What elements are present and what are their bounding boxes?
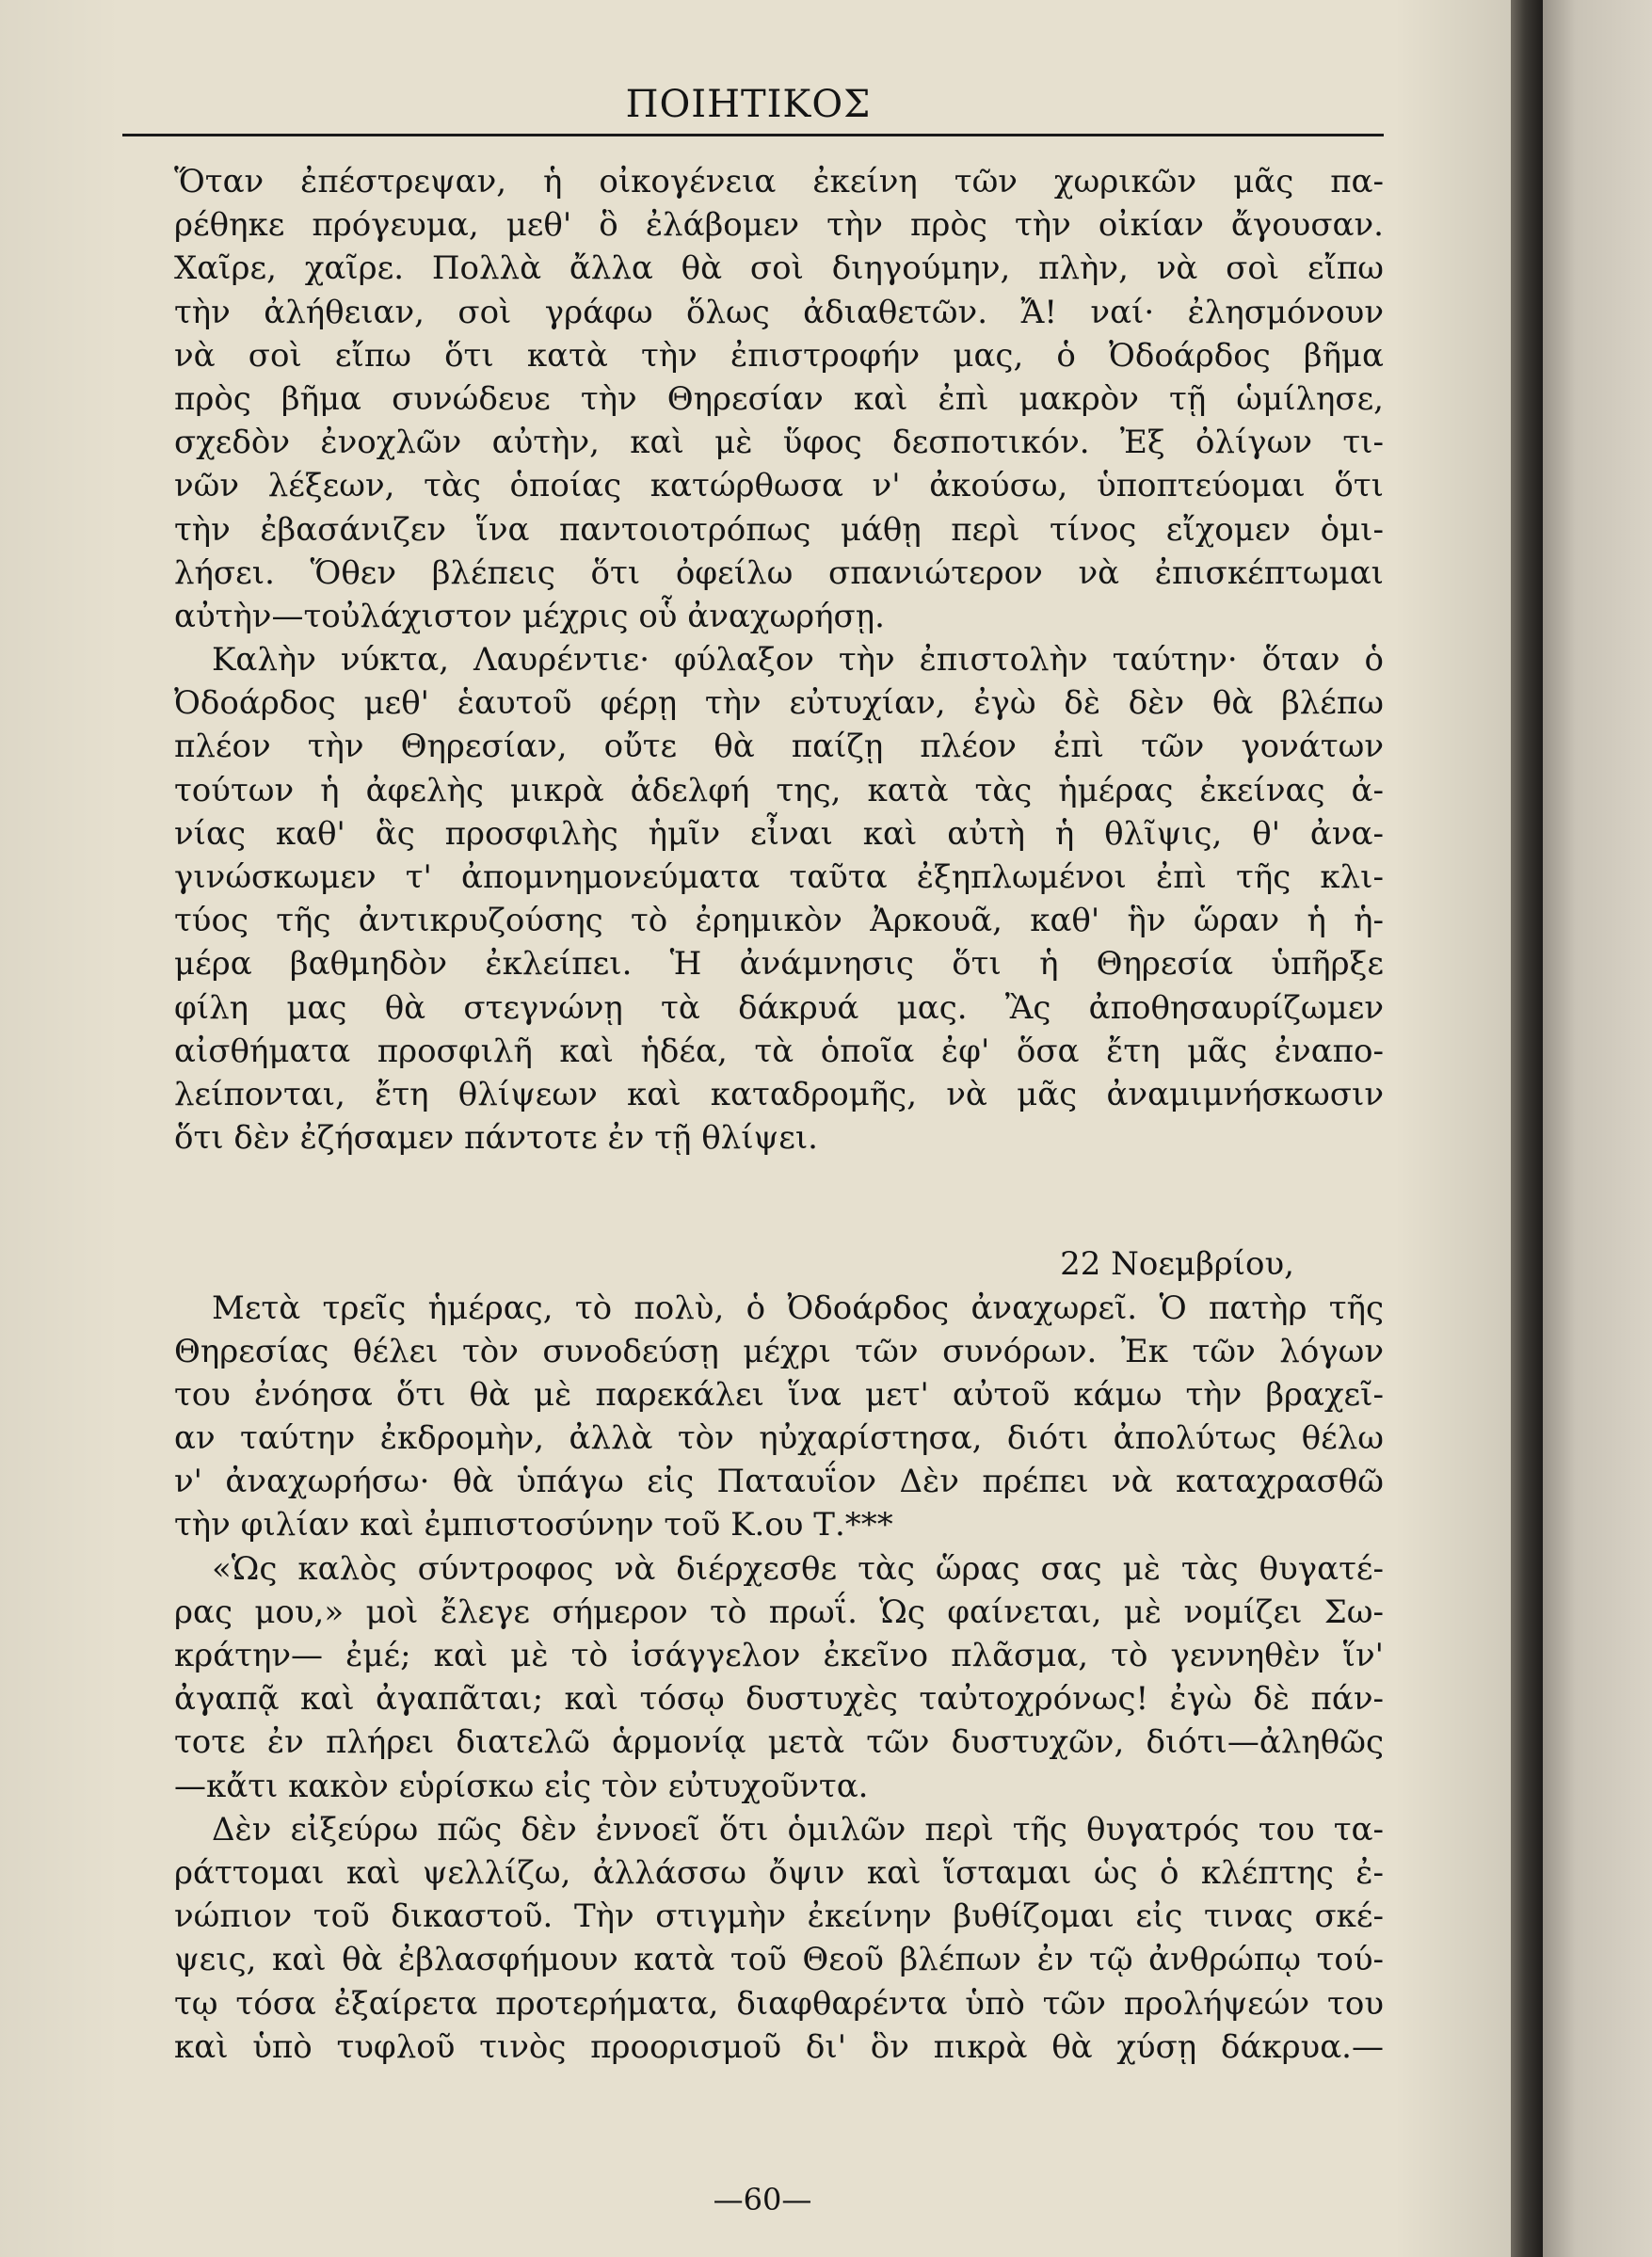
text-line: αἰσθήματα προσφιλῆ καὶ ἡδέα, τὰ ὁποῖα ἐφ' ὅσα ἔτη μᾶς ἐναπο- [174, 1032, 1384, 1070]
facing-page-edge [1543, 0, 1652, 2257]
text-line: τὴν ἐβασάνιζεν ἵνα παντοιοτρόπως μάθῃ περὶ τίνος εἴχομεν ὁμι- [174, 510, 1384, 549]
text-line: Μετὰ τρεῖς ἡμέρας, τὸ πολὺ, ὁ Ὀδοάρδος ἀναχωρεῖ. Ὁ πατὴρ τῆς [212, 1289, 1384, 1327]
text-line: ν' ἀναχωρήσω· θὰ ὑπάγω εἰς Παταυΐον Δὲν πρέπει νὰ καταχρασθῶ [174, 1463, 1384, 1501]
body-text [174, 160, 1384, 2069]
text-line: νώπιον τοῦ δικαστοῦ. Τὴν στιγμὴν ἐκείνην βυθίζομαι εἰς τινας σκέ- [174, 1897, 1384, 1936]
text-line: Θηρεσίας θέλει τὸν συνοδεύσῃ μέχρι τῶν συνόρων. Ἐκ τῶν λόγων [174, 1332, 1384, 1370]
book-gutter-shadow [1511, 0, 1543, 2257]
text-line: Καλὴν νύκτα, Λαυρέντιε· φύλαξον τὴν ἐπιστολὴν ταύτην· ὅταν ὁ [212, 641, 1384, 680]
text-line: μέρα βαθμηδὸν ἐκλείπει. Ἡ ἀνάμνησις ὅτι ἡ Θηρεσία ὑπῆρξε [174, 945, 1384, 984]
text-line: πρὸς βῆμα συνώδευε τὴν Θηρεσίαν καὶ ἐπὶ μακρὸν τῇ ὡμίλησε, [174, 379, 1384, 418]
text-line: «Ὡς καλὸς σύντροφος νὰ διέρχεσθε τὰς ὥρας σας μὲ τὰς θυγατέ- [212, 1549, 1384, 1588]
text-line: νῶν λέξεων, τὰς ὁποίας κατώρθωσα ν' ἀκούσω, ὑποπτεύομαι ὅτι [174, 467, 1384, 505]
text-line: νὰ σοὶ εἴπω ὅτι κατὰ τὴν ἐπιστροφήν μας, ὁ Ὀδοάρδος βῆμα [174, 336, 1384, 375]
text-line: τούτων ἡ ἀφελὴς μικρὰ ἀδελφή της, κατὰ τὰς ἡμέρας ἐκείνας ἀ- [174, 771, 1384, 809]
section-gap [174, 1160, 1384, 1242]
text-line: πλέον τὴν Θηρεσίαν, οὔτε θὰ παίζῃ πλέον ἐπὶ τῶν γονάτων [174, 728, 1384, 766]
text-line: ἀγαπᾷ καὶ ἀγαπᾶται; καὶ τόσῳ δυστυχὲς ταὐτοχρόνως! ἐγὼ δὲ πάν- [174, 1680, 1384, 1719]
text-line: γινώσκωμεν τ' ἀπομνημονεύματα ταῦτα ἐξηπλωμένοι ἐπὶ τῆς κλι- [174, 858, 1384, 896]
text-line: κράτην— ἐμέ; καὶ μὲ τὸ ἰσάγγελον ἐκεῖνο πλᾶσμα, τὸ γεννηθὲν ἵν' [174, 1637, 1384, 1674]
text-line: σχεδὸν ἐνοχλῶν αὐτὴν, καὶ μὲ ὕφος δεσποτικόν. Ἐξ ὀλίγων τι- [174, 424, 1384, 462]
text-line: αὐτὴν—τοὐλάχιστον μέχρις οὗ ἀναχωρήσῃ. [174, 597, 885, 635]
page-number: —60— [713, 2182, 812, 2217]
text-line: λείπονται, ἔτη θλίψεων καὶ καταδρομῆς, νὰ μᾶς ἀναμιμνήσκωσιν [174, 1075, 1384, 1113]
text-line: ράττομαι καὶ ψελλίζω, ἀλλάσσω ὄψιν καὶ ἵσταμαι ὡς ὁ κλέπτης ἐ- [174, 1853, 1384, 1892]
running-header: ΠΟΙΗΤΙΚΟΣ [625, 83, 872, 126]
letter-date: 22 Νοεμβρίου, [1060, 1245, 1294, 1284]
text-line: τοτε ἐν πλήρει διατελῶ ἁρμονίᾳ μετὰ τῶν δυστυχῶν, διότι—ἀληθῶς [174, 1723, 1384, 1762]
text-line: αν ταύτην ἐκδρομὴν, ἀλλὰ τὸν ηὐχαρίστησα, διότι ἀπολύτως θέλω [174, 1419, 1384, 1458]
text-line: Χαῖρε, χαῖρε. Πολλὰ ἄλλα θὰ σοὶ διηγούμην, πλὴν, νὰ σοὶ εἴπω [174, 249, 1384, 288]
text-line: τῳ τόσα ἐξαίρετα προτερήματα, διαφθαρέντα ὑπὸ τῶν προλήψεών του [174, 1984, 1384, 2023]
text-line: Ὀδοάρδος μεθ' ἑαυτοῦ φέρῃ τὴν εὐτυχίαν, ἐγὼ δὲ δὲν θὰ βλέπω [174, 684, 1384, 723]
text-line: λήσει. Ὅθεν βλέπεις ὅτι ὀφείλω σπανιώτερον νὰ ἐπισκέπτωμαι [174, 553, 1384, 592]
text-line: ὅτι δὲν ἐζήσαμεν πάντοτε ἐν τῇ θλίψει. [174, 1119, 818, 1158]
text-line: φίλη μας θὰ στεγνώνῃ τὰ δάκρυά μας. Ἂς ἀποθησαυρίζωμεν [174, 988, 1384, 1027]
text-line: Δὲν εἰξεύρω πῶς δὲν ἐννοεῖ ὅτι ὁμιλῶν περὶ τῆς θυγατρός του τα- [212, 1810, 1384, 1849]
text-line: τὴν φιλίαν καὶ ἐμπιστοσύνην τοῦ Κ.ου Τ.*** [174, 1506, 893, 1545]
text-line: καὶ ὑπὸ τυφλοῦ τινὸς προορισμοῦ δι' ὃν πικρὰ θὰ χύσῃ δάκρυα.— [174, 2027, 1384, 2066]
text-line: —κἄτι κακὸν εὑρίσκω εἰς τὸν εὐτυχοῦντα. [174, 1767, 869, 1805]
text-line: ψεις, καὶ θὰ ἐβλασφήμουν κατὰ τοῦ Θεοῦ βλέπων ἐν τῷ ἀνθρώπῳ τού- [174, 1941, 1384, 1979]
text-line: νίας καθ' ἃς προσφιλὴς ἡμῖν εἶναι καὶ αὐτὴ ἡ θλῖψις, θ' ἀνα- [174, 814, 1384, 853]
text-line: τὴν ἀλήθειαν, σοὶ γράφω ὅλως ἀδιαθετῶν. Ἄ! ναί· ἐλησμόνουν [174, 293, 1384, 331]
header-rule [122, 134, 1384, 136]
text-line: ρέθηκε πρόγευμα, μεθ' ὃ ἐλάβομεν τὴν πρὸς τὴν οἰκίαν ἄγουσαν. [174, 206, 1384, 245]
text-line: του ἐνόησα ὅτι θὰ μὲ παρεκάλει ἵνα μετ' αὐτοῦ κάμω τὴν βραχεῖ- [174, 1375, 1384, 1414]
text-line: τύος τῆς ἀντικρυζούσης τὸ ἐρημικὸν Ἀρκουᾶ, καθ' ἣν ὥραν ἡ ἡ- [174, 902, 1384, 940]
text-line: Ὅταν ἐπέστρεψαν, ἡ οἰκογένεια ἐκείνη τῶν χωρικῶν μᾶς πα- [174, 163, 1384, 200]
text-line: ρας μου,» μοὶ ἔλεγε σήμερον τὸ πρωΐ. Ὡς φαίνεται, μὲ νομίζει Σω- [174, 1593, 1384, 1631]
